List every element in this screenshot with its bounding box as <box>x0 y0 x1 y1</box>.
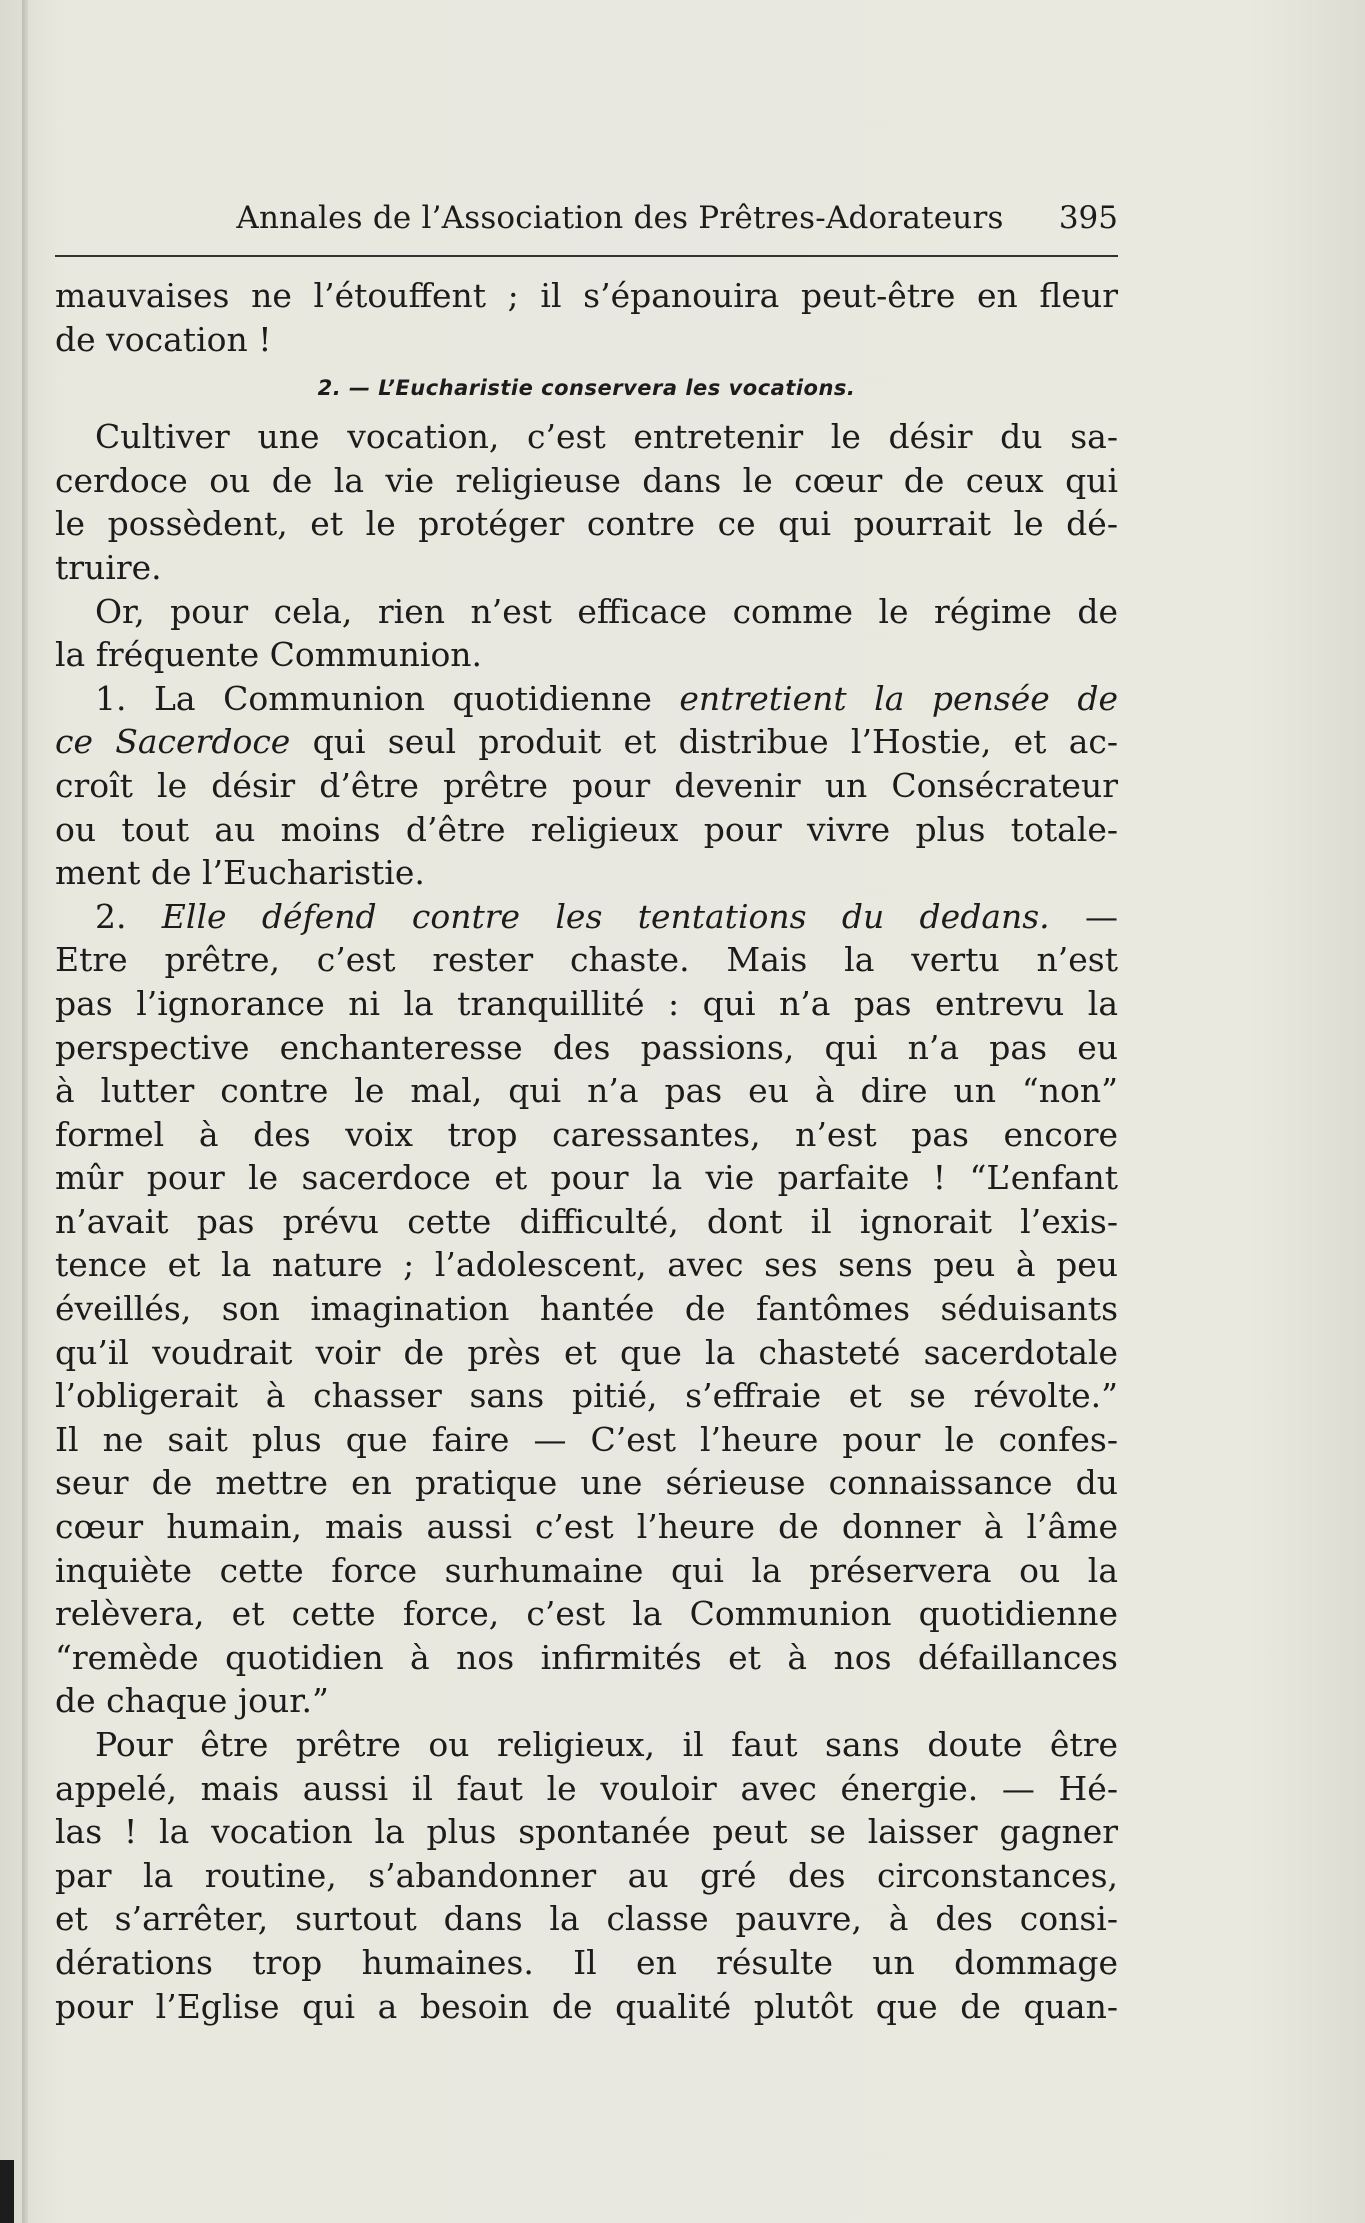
section-heading: 2. — L’Eucharistie conservera les vocations. <box>317 376 856 401</box>
text-line: appelé, mais aussi il faut le vouloir avec énergie. — Hé- <box>55 1768 1118 1808</box>
text-line: ment de l’Eucharistie. <box>55 853 425 893</box>
text-line: pour l’Eglise qui a besoin de qualité plutôt que de quan- <box>55 1986 1118 2026</box>
text-line: tence et la nature ; l’adolescent, avec ses sens peu à peu <box>55 1245 1118 1285</box>
text-line: éveillés, son imagination hantée de fantômes séduisants <box>55 1289 1118 1329</box>
text-line: croît le désir d’être prêtre pour devenir un Consécrateur <box>55 765 1118 805</box>
point-1-line-2 <box>55 720 1118 764</box>
text-line: la fréquente Communion. <box>55 635 483 675</box>
point-1-italic-2: ce Sacerdoce <box>55 722 291 762</box>
text-line: par la routine, s’abandonner au gré des circonstances, <box>55 1855 1118 1895</box>
text-line: Or, pour cela, rien n’est efficace comme le régime de <box>95 591 1118 631</box>
text-line: mauvaises ne l’étouffent ; il s’épanouira peut-être en fleur <box>55 276 1118 315</box>
point-2-lead: 2. <box>95 896 162 936</box>
text-line: relèvera, et cette force, c’est la Communion quotidienne <box>55 1594 1118 1634</box>
text-line: truire. <box>55 547 162 587</box>
point-1-line <box>55 677 1118 721</box>
point-2-line <box>55 895 1118 939</box>
text-line: et s’arrêter, surtout dans la classe pauvre, à des consi- <box>55 1899 1118 1939</box>
page-header <box>55 200 1118 260</box>
header-rule <box>55 255 1118 257</box>
point-1-lead: 1. La Communion quotidienne <box>95 678 680 718</box>
text-line: qu’il voudrait voir de près et que la chasteté sacerdotale <box>55 1332 1118 1372</box>
text-line: Cultiver une vocation, c’est entretenir le désir du sa- <box>95 417 1118 457</box>
text-line: de chaque jour.” <box>55 1681 329 1721</box>
point-2-trail: — <box>1049 896 1118 936</box>
text-line: formel à des voix trop caressantes, n’est pas encore <box>55 1114 1118 1154</box>
page-number: 395 <box>1058 200 1118 236</box>
text-line: n’avait pas prévu cette difficulté, dont il ignorait l’exis- <box>55 1201 1118 1241</box>
text-line: l’obligerait à chasser sans pitié, s’effraie et se révolte.” <box>55 1376 1118 1416</box>
text-line: Pour être prêtre ou religieux, il faut sans doute être <box>95 1725 1118 1764</box>
text-line: ou tout au moins d’être religieux pour vivre plus totale- <box>55 809 1118 849</box>
page-body <box>55 274 1118 2028</box>
text-fragment: qui seul produit et distribue l’Hostie, et ac- <box>312 722 1118 762</box>
text-line: inquiète cette force surhumaine qui la préservera ou la <box>55 1550 1118 1590</box>
point-1-italic: entretient la pensée de <box>679 678 1118 718</box>
text-line: cerdoce ou de la vie religieuse dans le cœur de ceux qui <box>55 460 1118 500</box>
text-line: las ! la vocation la plus spontanée peut se laisser gagner <box>55 1812 1118 1852</box>
text-line: Il ne sait plus que faire — C’est l’heure pour le confes- <box>55 1419 1118 1459</box>
binding-edge <box>22 0 28 2223</box>
text-line: à lutter contre le mal, qui n’a pas eu à dire un “non” <box>55 1071 1118 1111</box>
text-line: cœur humain, mais aussi c’est l’heure de donner à l’âme <box>55 1507 1118 1547</box>
text-line: “remède quotidien à nos infirmités et à nos défaillances <box>55 1637 1118 1677</box>
text-line: seur de mettre en pratique une sérieuse connaissance du <box>55 1463 1118 1503</box>
running-head: Annales de l’Association des Prêtres-Adorateurs <box>236 200 1004 236</box>
text-line: perspective enchanteresse des passions, qui n’a pas eu <box>55 1027 1118 1067</box>
text-line: dérations trop humaines. Il en résulte un dommage <box>55 1942 1118 1982</box>
text-line: Etre prêtre, c’est rester chaste. Mais la vertu n’est <box>55 940 1118 980</box>
text-line: de vocation ! <box>55 319 272 359</box>
text-line: le possèdent, et le protéger contre ce qui pourrait le dé- <box>55 504 1118 544</box>
binding-shadow <box>0 2160 14 2223</box>
text-line: mûr pour le sacerdoce et pour la vie parfaite ! “L’enfant <box>55 1158 1118 1198</box>
text-line: pas l’ignorance ni la tranquillité : qui n’a pas entrevu la <box>55 983 1118 1023</box>
point-2-italic: Elle défend contre les tentations du dedans. <box>161 896 1050 936</box>
